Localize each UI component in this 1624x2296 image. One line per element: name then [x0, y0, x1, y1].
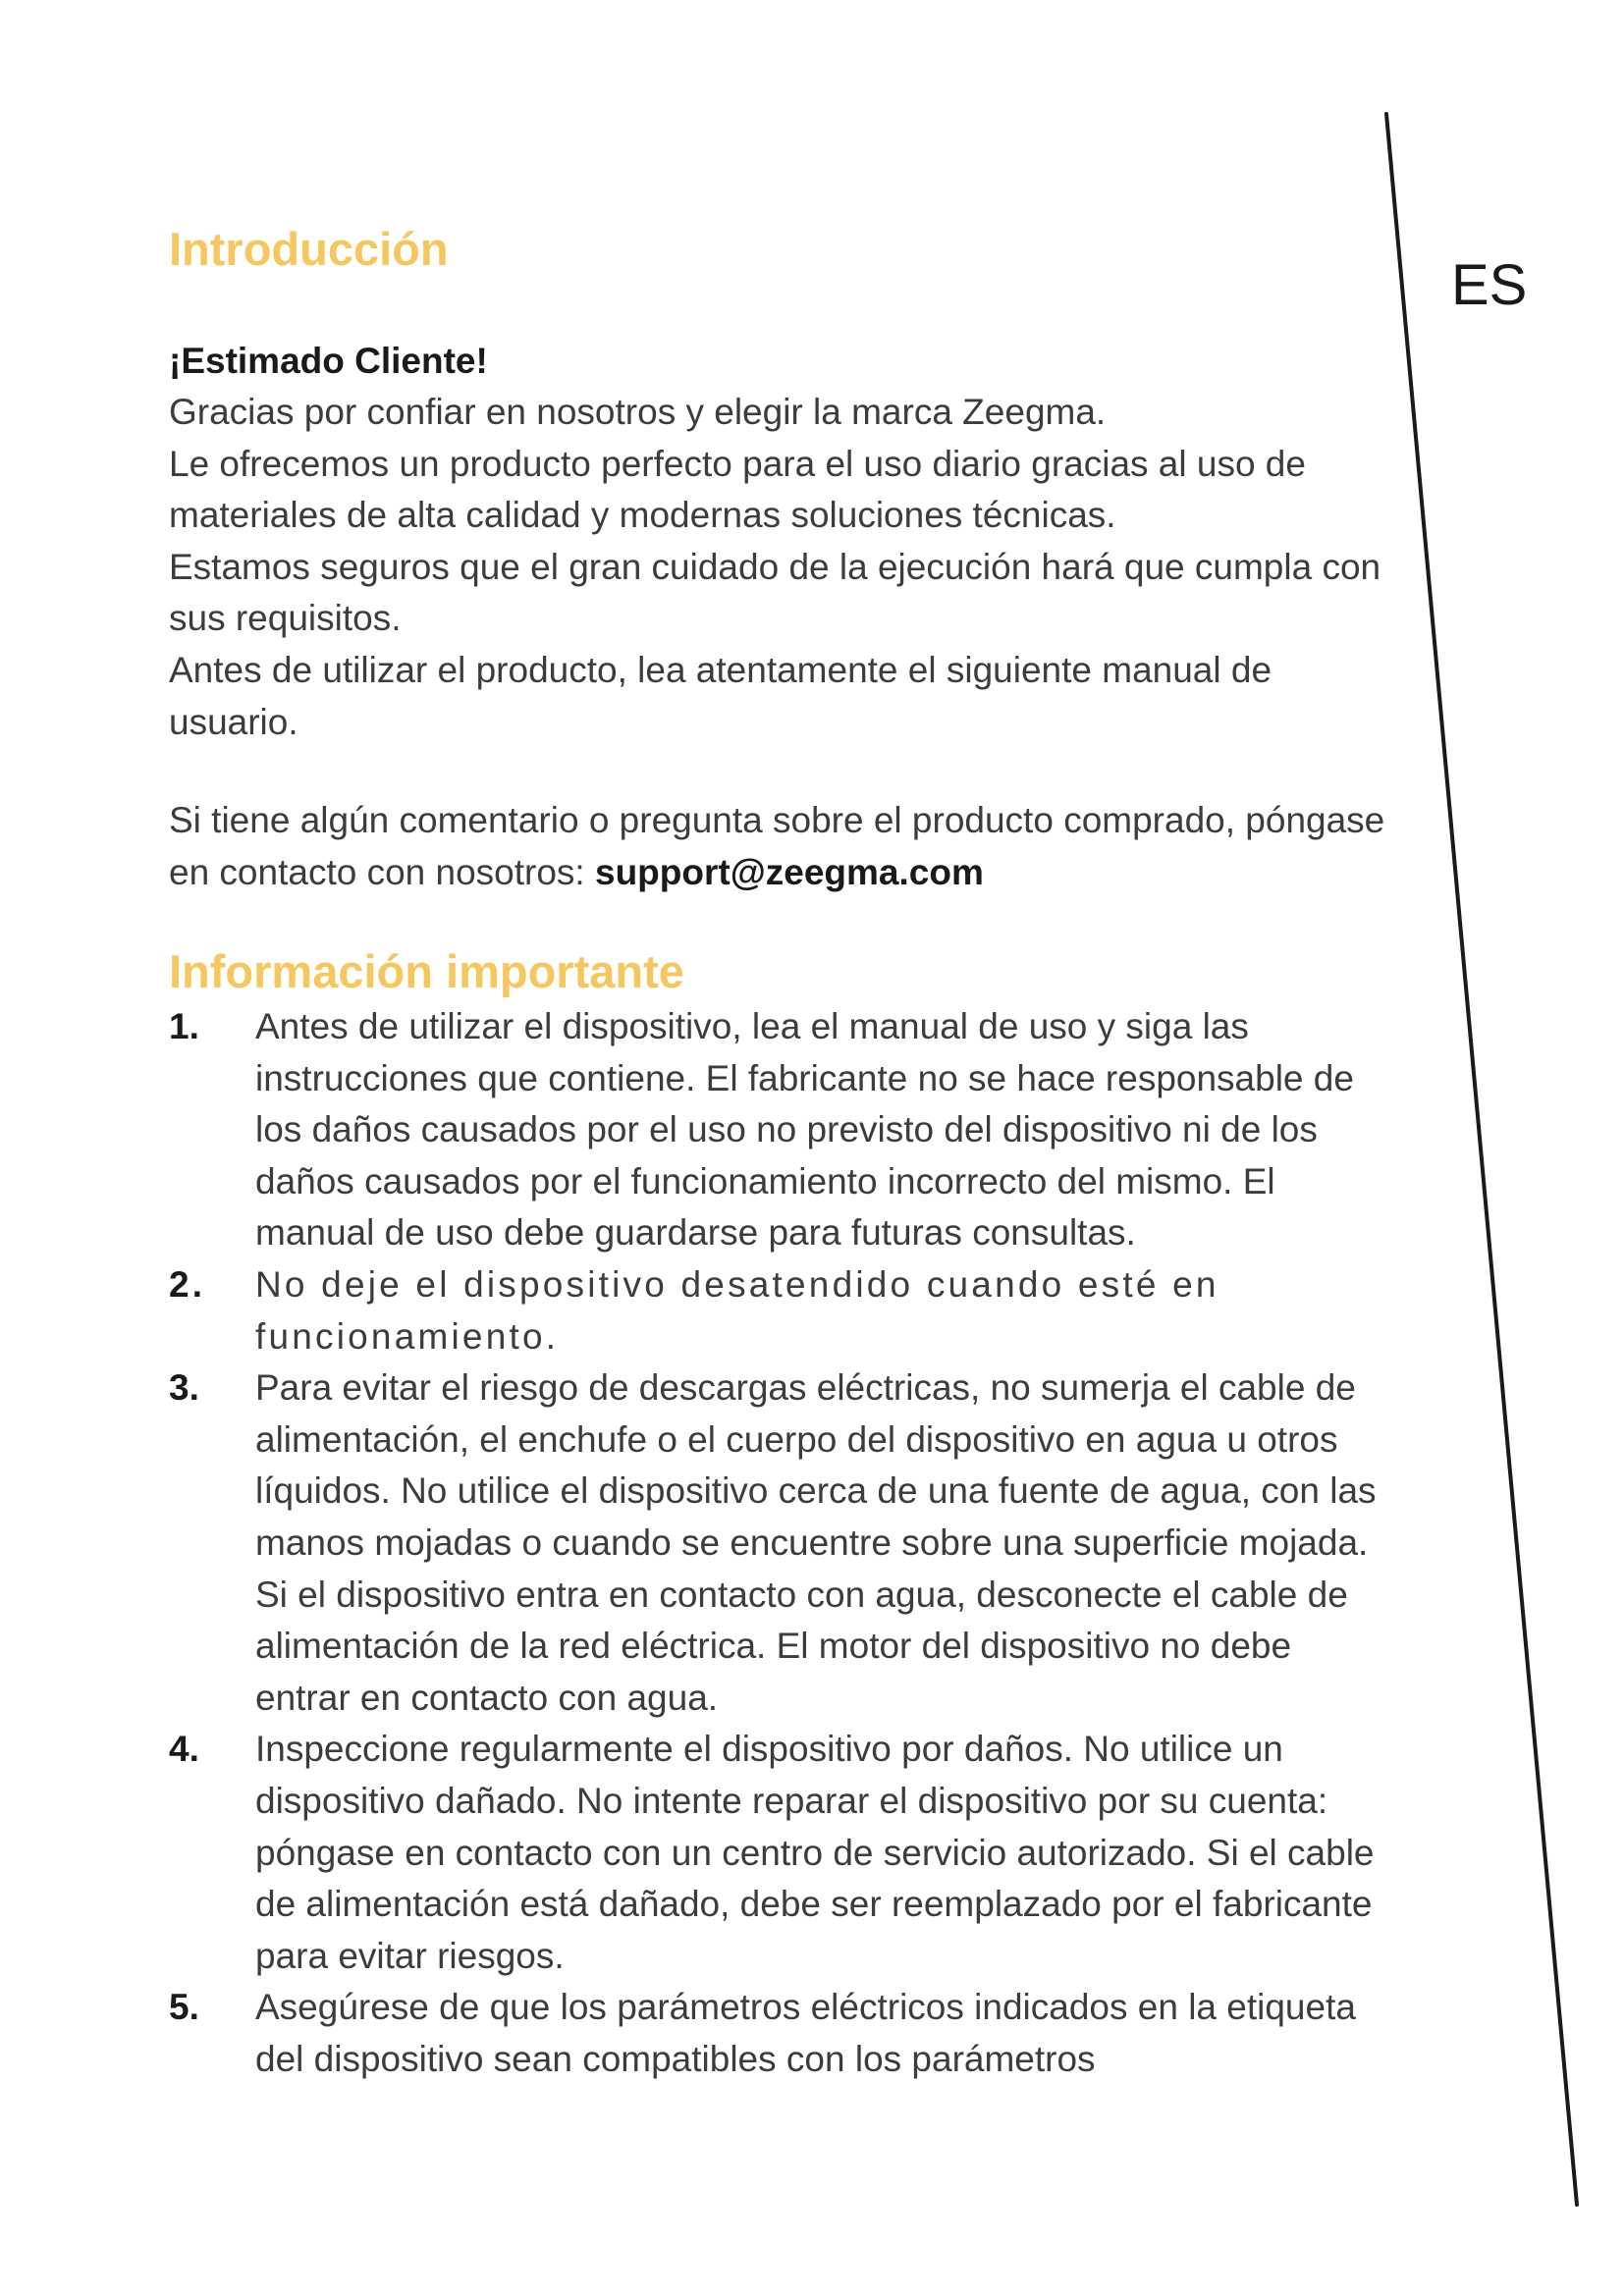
item-number: 2.: [169, 1263, 206, 1305]
support-email: support@zeegma.com: [595, 851, 984, 892]
item-number: 3.: [169, 1367, 199, 1409]
item-text: Asegúrese de que los parámetros eléctricos indicados en la etiqueta del dispositivo sean compatibles con los parámetros: [255, 1987, 1356, 2079]
list-item: [169, 1982, 1386, 2085]
important-info-list: [169, 1001, 1386, 2085]
item-text: Para evitar el riesgo de descargas eléctricas, no sumerja el cable de alimentación, el enchufe o el cuerpo del dispositivo en agua u otros líquidos. No utilice el dispositivo cerca de una fuente de agua, con las manos mojadas o cuando se encuentre sobre una superficie mojada. Si el dispositivo entra en contacto con agua, desconecte el cable de alimentación de la red eléctrica. El motor del dispositivo no debe entrar en contacto con agua.: [255, 1367, 1377, 1718]
important-info-heading: Información importante: [169, 945, 684, 997]
contact-paragraph: [169, 795, 1386, 898]
contact-text: Si tiene algún comentario o pregunta sobre el producto comprado, póngase en contacto con nosotros:: [169, 800, 1385, 892]
intro-paragraph: Le ofrecemos un producto perfecto para el uso diario gracias al uso de materiales de alta calidad y modernas soluciones técnicas.: [169, 443, 1306, 536]
item-text: Antes de utilizar el dispositivo, lea el manual de uso y siga las instrucciones que contiene. El fabricante no se hace responsable de los daños causados por el uso no previsto del dispositivo ni de los daños causados por el funcionamiento incorrecto del mismo. El manual de uso debe guardarse para futuras consultas.: [255, 1006, 1354, 1254]
list-item: [169, 1001, 1386, 1259]
item-number: 5.: [169, 1987, 199, 2028]
greeting: ¡Estimado Cliente!: [169, 341, 488, 381]
item-number: 1.: [169, 1006, 199, 1046]
item-text: No deje el dispositivo desatendido cuando esté en funcionamiento.: [255, 1263, 1219, 1357]
intro-body: [169, 387, 1386, 748]
intro-paragraph: Antes de utilizar el producto, lea atentamente el siguiente manual de usuario.: [169, 649, 1272, 742]
list-item: [169, 1362, 1386, 1724]
language-tag: ES: [1451, 253, 1528, 317]
list-item: [169, 1724, 1386, 1982]
item-number: 4.: [169, 1729, 199, 1770]
list-item: [169, 1259, 1386, 1362]
intro-paragraph: Gracias por confiar en nosotros y elegir la marca Zeegma.: [169, 392, 1107, 432]
intro-heading: Introducción: [169, 223, 449, 275]
item-text: Inspeccione regularmente el dispositivo por daños. No utilice un dispositivo dañado. No intente reparar el dispositivo por su cuenta: póngase en contacto con un centro de servicio autorizado. Si el cable de alimentación está dañado, debe ser reemplazado por el fabricante para evitar riesgos.: [255, 1729, 1375, 1976]
intro-paragraph: Estamos seguros que el gran cuidado de la ejecución hará que cumpla con sus requisitos.: [169, 546, 1381, 639]
